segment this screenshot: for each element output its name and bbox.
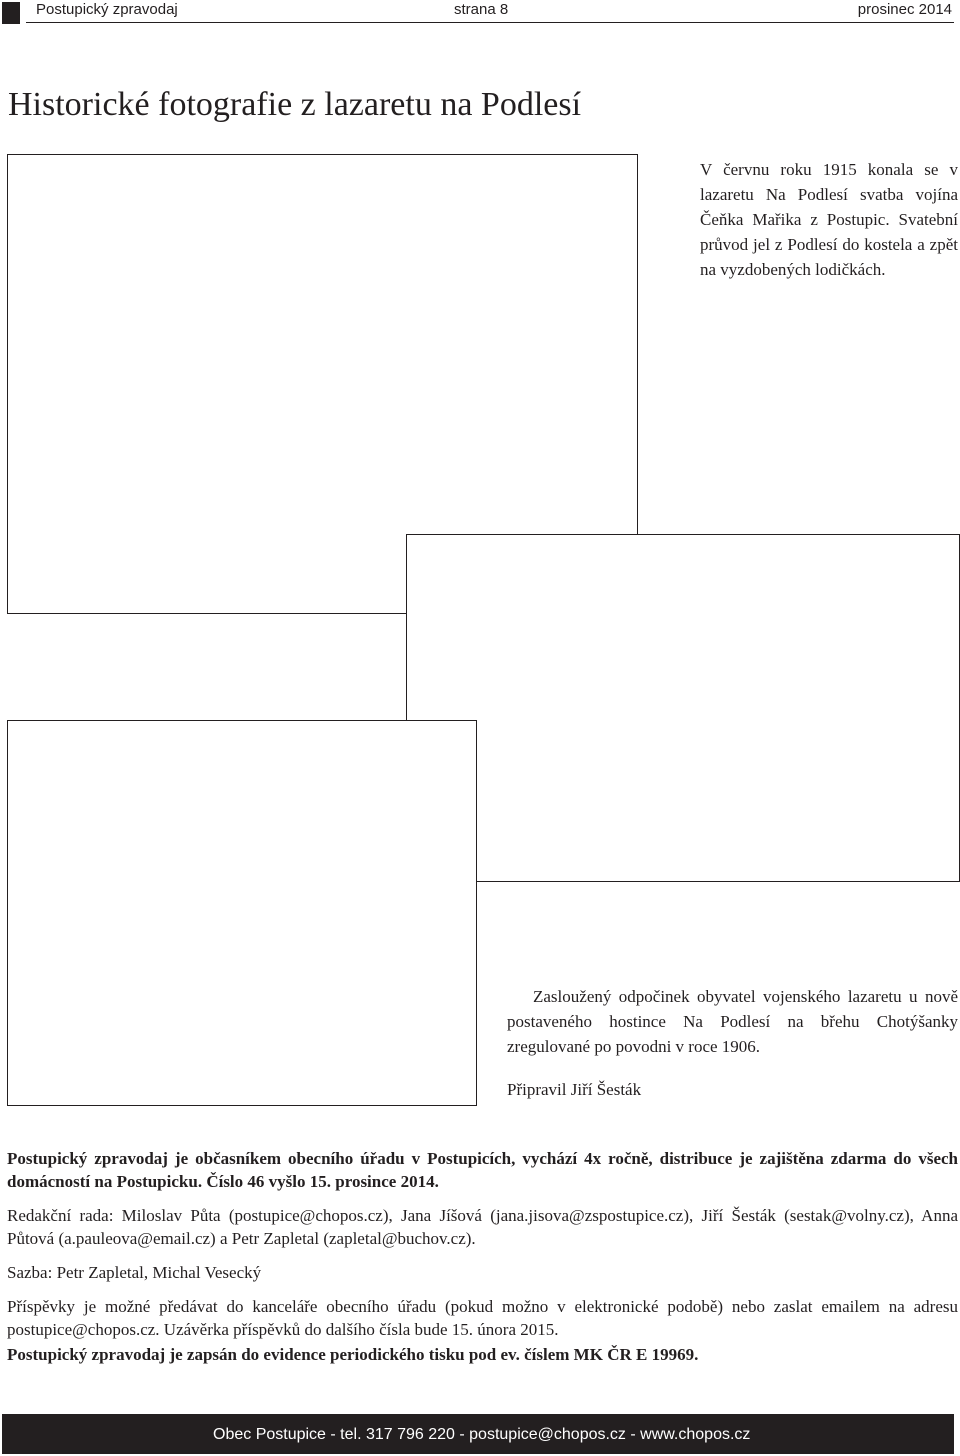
photo-lazaret [7, 720, 477, 1106]
photo-inn [406, 534, 960, 882]
colophon-intro: Postupický zpravodaj je občasníkem obecního úřadu v Postupicích, vychází 4x ročně, distribuce je zajištěna zdarma do všech domácností na Postupicku. Číslo 46 vyšlo 15. prosince 2014. [7, 1149, 958, 1191]
colophon-editors: Redakční rada: Miloslav Půta (postupice@chopos.cz), Jana Jíšová (jana.jisova@zspostupice.cz), Jiří Šesták (sestak@volny.cz), Anna Půtová (a.pauleova@email.cz) a Petr Zapletal (zapletal@buchov.cz). [7, 1206, 958, 1248]
caption-wedding: V červnu roku 1915 konala se v lazaretu Na Podlesí svatba vojína Čeňka Mařika z Postupic. Svatební průvod jel z Podlesí do kostela a zpět na vyzdobených lodičkách. [700, 160, 958, 279]
footer-contact: Obec Postupice - tel. 317 796 220 - postupice@chopos.cz - www.chopos.cz [213, 1426, 751, 1443]
colophon [7, 1147, 958, 1377]
header-bar [26, 0, 954, 23]
issue-date: prosinec 2014 [857, 1, 952, 18]
article-author: Připravil Jiří Šesták [507, 1080, 642, 1099]
footer-bar [2, 1414, 954, 1454]
page-header [0, 0, 960, 20]
header-marker [2, 2, 20, 24]
colophon-registration: Postupický zpravodaj je zapsán do evidence periodického tisku pod ev. číslem MK ČR E 19969. [7, 1345, 699, 1364]
colophon-typesetting: Sazba: Petr Zapletal, Michal Vesecký [7, 1263, 262, 1282]
colophon-contributions: Příspěvky je možné předávat do kanceláře obecního úřadu (pokud možno v elektronické podobě) nebo zaslat emailem na adresu postupice@chopos.cz. Uzávěrka příspěvků do dalšího čísla bude 15. února 2015. [7, 1297, 958, 1339]
page-number: strana 8 [454, 1, 509, 18]
publication-name: Postupický zpravodaj [36, 1, 178, 18]
article-title: Historické fotografie z lazaretu na Podlesí [8, 86, 582, 123]
caption-rest: Zasloužený odpočinek obyvatel vojenského lazaretu u nově postaveného hostince Na Podlesí na břehu Chotýšanky zregulované po povodni v roce 1906. [507, 987, 958, 1056]
